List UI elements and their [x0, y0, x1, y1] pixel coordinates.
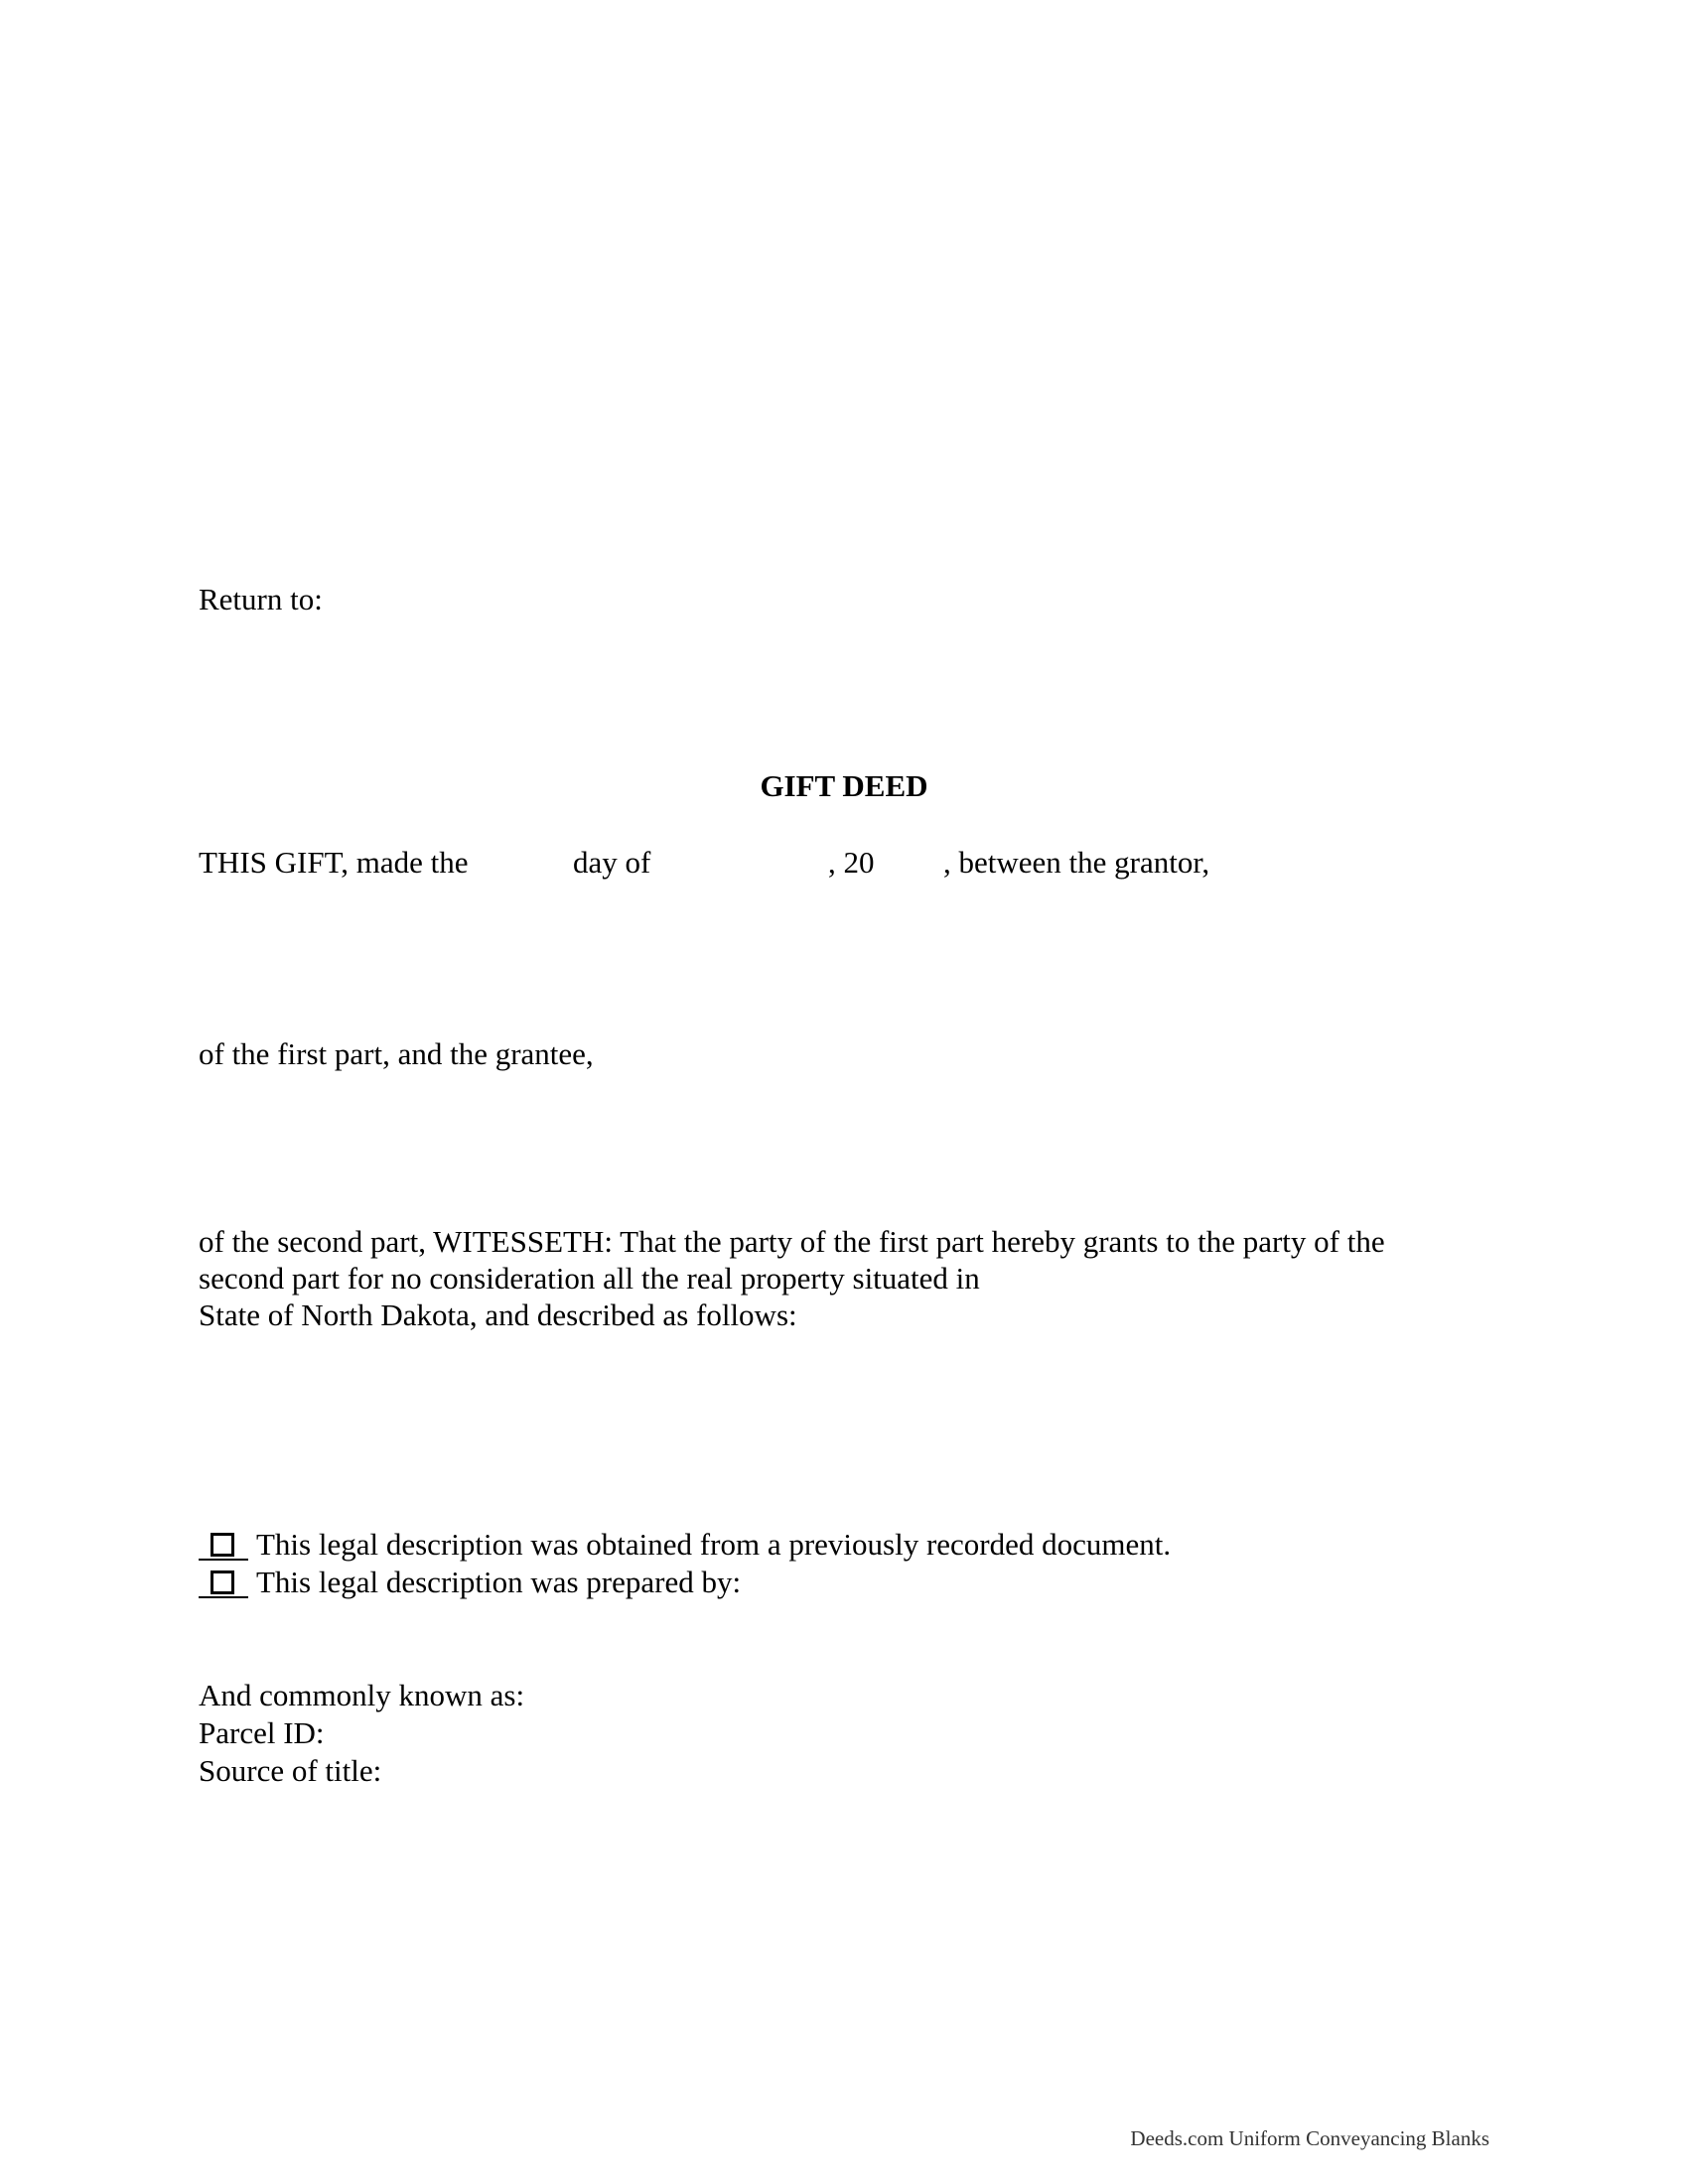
document-title: GIFT DEED [760, 768, 928, 803]
source-of-title-label: Source of title: [199, 1753, 382, 1788]
checkbox-underline [199, 1559, 248, 1561]
return-to-label: Return to: [199, 582, 323, 616]
footer-text: Deeds.com Uniform Conveyancing Blanks [1130, 2126, 1489, 2150]
intro-day-of: day of [573, 845, 651, 880]
witnesseth-line-3: State of North Dakota, and described as follows: [199, 1297, 797, 1332]
intro-between-grantor: , between the grantor, [943, 845, 1210, 880]
witnesseth-line-1: of the second part, WITESSETH: That the party of the first part hereby grants to the party of the [199, 1224, 1385, 1259]
checkbox-label: This legal description was obtained from a previously recorded document. [256, 1527, 1172, 1562]
intro-year-prefix: , 20 [828, 845, 875, 880]
checkbox-icon[interactable] [211, 1533, 234, 1557]
checkbox-underline [199, 1596, 248, 1598]
intro-made-the: THIS GIFT, made the [199, 845, 469, 880]
checkbox-label: This legal description was prepared by: [256, 1565, 742, 1599]
parcel-id-label: Parcel ID: [199, 1715, 325, 1750]
commonly-known-as-label: And commonly known as: [199, 1678, 525, 1712]
checkbox-icon[interactable] [211, 1570, 234, 1594]
first-part-grantee: of the first part, and the grantee, [199, 1036, 594, 1071]
witnesseth-line-2: second part for no consideration all the real property situated in [199, 1261, 980, 1296]
